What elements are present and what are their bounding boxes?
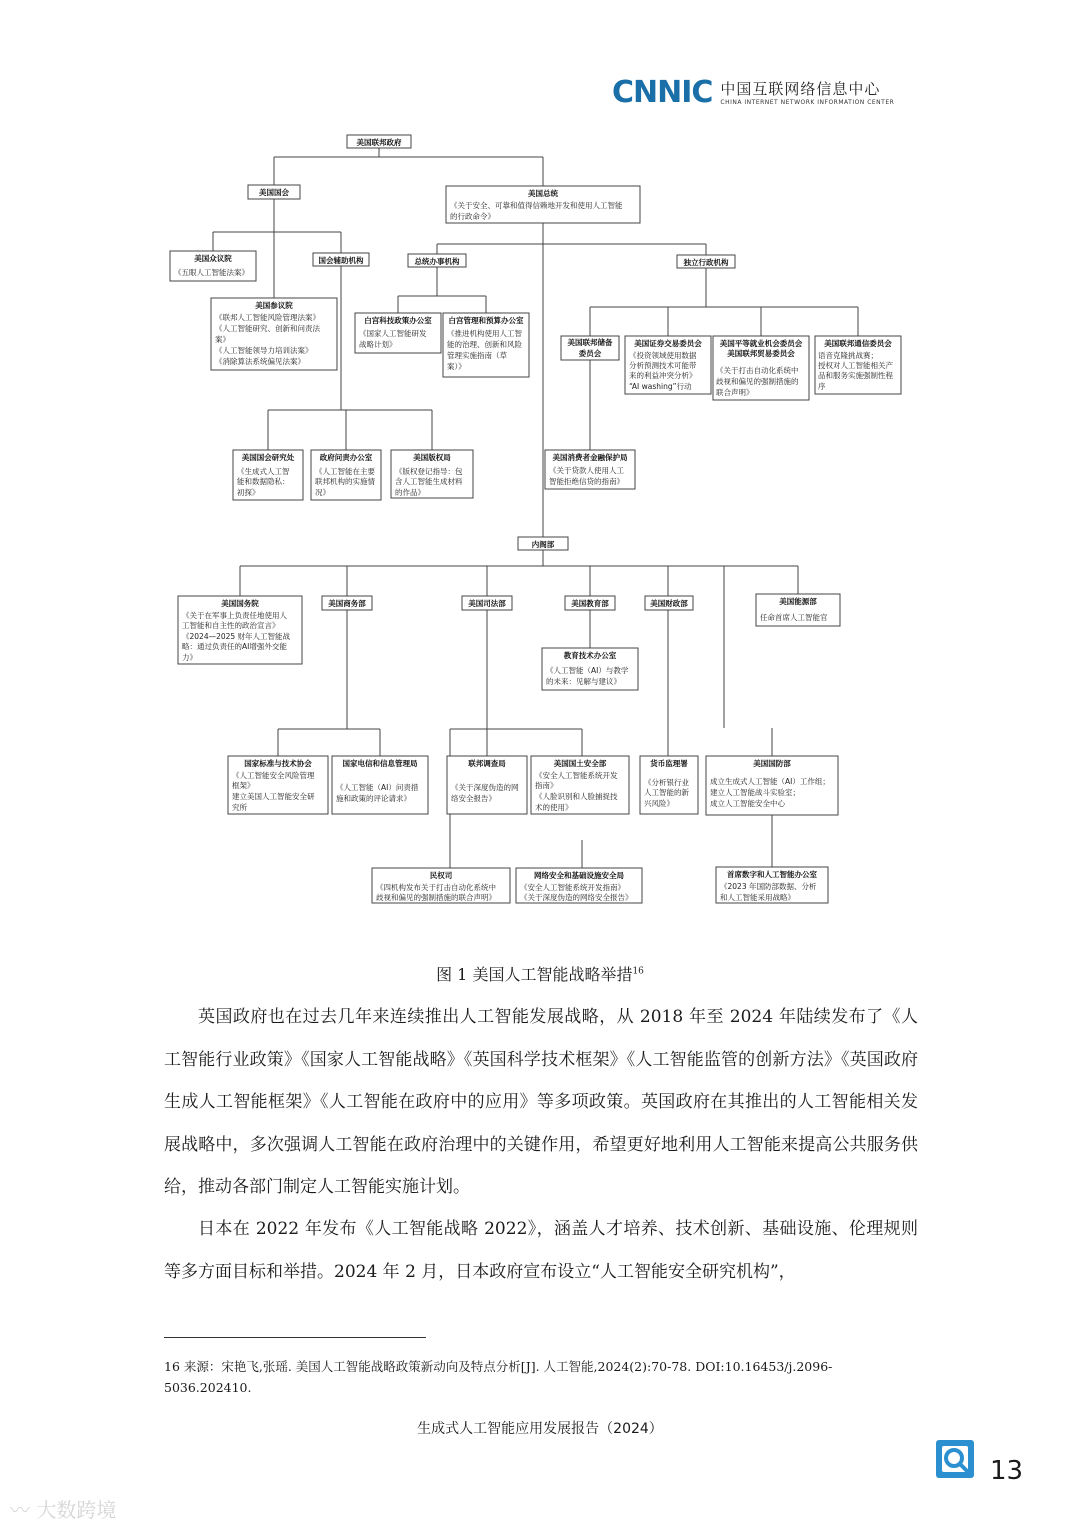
svg-text:《人工智能安全风险管理: 《人工智能安全风险管理 bbox=[232, 771, 315, 780]
svg-text:货币监理署: 货币监理署 bbox=[650, 759, 688, 768]
svg-text:《国家人工智能研发: 《国家人工智能研发 bbox=[359, 329, 427, 338]
cnnic-logo bbox=[612, 74, 894, 110]
svg-text:授权对人工智能相关产: 授权对人工智能相关产 bbox=[818, 361, 893, 370]
node-cisa bbox=[516, 868, 642, 903]
paragraph-japan: 日本在 2022 年发布《人工智能战略 2022》，涵盖人才培养、技术创新、基础设施、伦理规则等多方面目标和举措。2024 年 2 月，日本政府宣布设立“人工智能安全研究机构”， bbox=[164, 1219, 918, 1282]
node-gao bbox=[311, 450, 381, 500]
node-ostp bbox=[355, 313, 441, 353]
svg-text:的未来：见解与建议》: 的未来：见解与建议》 bbox=[546, 677, 621, 686]
svg-text:内阁部: 内阁部 bbox=[531, 540, 555, 549]
svg-text:的行政命令》: 的行政命令》 bbox=[450, 212, 495, 221]
svg-text:成立生成式人工智能（AI）工作组；: 成立生成式人工智能（AI）工作组； bbox=[710, 777, 830, 786]
svg-text:《分析银行业: 《分析银行业 bbox=[644, 778, 689, 787]
svg-text:工智能和自主性的政治宣言》: 工智能和自主性的政治宣言》 bbox=[182, 621, 280, 630]
node-nist bbox=[228, 756, 328, 814]
node-omb bbox=[443, 313, 529, 377]
svg-text:案》: 案》 bbox=[215, 335, 230, 344]
org-chart bbox=[0, 120, 1080, 910]
footnote: 16 来源：宋艳飞,张瑶. 美国人工智能战略政策新动向及特点分析[J]. 人工智能,2024(2):70-78. DOI:10.16453/j.2096-5036.202410. bbox=[164, 1359, 833, 1395]
svg-text:美国能源部: 美国能源部 bbox=[779, 597, 817, 606]
svg-text:美国总统: 美国总统 bbox=[528, 189, 558, 198]
svg-text:《关于在军事上负责任地使用人: 《关于在军事上负责任地使用人 bbox=[182, 611, 287, 620]
svg-text:美国国会研究处: 美国国会研究处 bbox=[241, 453, 295, 462]
svg-text:《人工智能领导力培训法案》: 《人工智能领导力培训法案》 bbox=[215, 346, 313, 355]
node-state bbox=[178, 596, 302, 664]
svg-text:框架》: 框架》 bbox=[232, 781, 255, 790]
svg-text:初探》: 初探》 bbox=[237, 488, 260, 497]
svg-text:联合声明》: 联合声明》 bbox=[716, 388, 754, 397]
svg-text:兴风险》: 兴风险》 bbox=[644, 799, 674, 808]
svg-text:美国国务院: 美国国务院 bbox=[221, 599, 259, 608]
svg-text:力》: 力》 bbox=[182, 653, 197, 662]
svg-text:《消除算法系统偏见法案》: 《消除算法系统偏见法案》 bbox=[215, 357, 305, 366]
node-fcc bbox=[815, 336, 901, 394]
svg-text:《人工智能在主要: 《人工智能在主要 bbox=[315, 467, 375, 476]
svg-text:《安全人工智能系统开发指南》: 《安全人工智能系统开发指南》 bbox=[520, 883, 625, 892]
svg-text:术的使用》: 术的使用》 bbox=[535, 803, 573, 812]
svg-text:《安全人工智能系统开发: 《安全人工智能系统开发 bbox=[535, 771, 618, 780]
node-fed-gov bbox=[347, 135, 411, 148]
svg-text:美国消费者金融保护局: 美国消费者金融保护局 bbox=[552, 453, 628, 462]
svg-text:究所: 究所 bbox=[232, 803, 247, 812]
node-house bbox=[170, 251, 256, 281]
svg-text:美国国土安全部: 美国国土安全部 bbox=[553, 759, 607, 768]
node-congress bbox=[248, 185, 300, 199]
footer-title: 生成式人工智能应用发展报告（2024） bbox=[417, 1421, 663, 1437]
svg-text:民权司: 民权司 bbox=[429, 871, 453, 880]
svg-text:美国联邦储备: 美国联邦储备 bbox=[567, 338, 613, 347]
svg-text:联邦调查局: 联邦调查局 bbox=[468, 759, 506, 768]
svg-text:管理实施指南（草: 管理实施指南（草 bbox=[447, 351, 507, 360]
svg-text:语音克隆挑战赛；: 语音克隆挑战赛； bbox=[818, 351, 878, 360]
node-eeoc-ftc bbox=[713, 336, 809, 400]
svg-text:国会辅助机构: 国会辅助机构 bbox=[318, 256, 364, 265]
svg-text:络安全报告》: 络安全报告》 bbox=[451, 794, 496, 803]
svg-text:分析预测技术可能带: 分析预测技术可能带 bbox=[629, 361, 697, 370]
svg-text:首席数字和人工智能办公室: 首席数字和人工智能办公室 bbox=[727, 870, 817, 879]
svg-text:能的治理、创新和风险: 能的治理、创新和风险 bbox=[447, 340, 522, 349]
node-treasury bbox=[645, 596, 693, 610]
svg-text:序: 序 bbox=[818, 382, 826, 391]
svg-text:歧视和偏见的强制措施的联合声明》: 歧视和偏见的强制措施的联合声明》 bbox=[376, 893, 496, 902]
svg-text:略：通过负责任的AI增强外交能: 略：通过负责任的AI增强外交能 bbox=[182, 642, 287, 651]
svg-text:《2024—2025 财年人工智能战: 《2024—2025 财年人工智能战 bbox=[182, 632, 291, 641]
node-civil-rights bbox=[372, 868, 510, 903]
node-cdao bbox=[716, 867, 828, 903]
svg-text:美国众议院: 美国众议院 bbox=[194, 254, 232, 263]
svg-text:况》: 况》 bbox=[315, 488, 330, 497]
node-copyright bbox=[391, 450, 473, 498]
svg-text:网络安全和基础设施安全局: 网络安全和基础设施安全局 bbox=[534, 871, 624, 880]
org-name-zh: 中国互联网络信息中心 bbox=[720, 80, 881, 98]
node-commerce bbox=[322, 596, 372, 610]
footnote-ref: 16 bbox=[632, 966, 644, 977]
svg-text:联邦机构的实施情: 联邦机构的实施情 bbox=[315, 477, 375, 486]
svg-text:品和服务实施强制性程: 品和服务实施强制性程 bbox=[818, 371, 893, 380]
node-edtech bbox=[542, 648, 638, 690]
svg-text:《关于打击自动化系统中: 《关于打击自动化系统中 bbox=[716, 366, 799, 375]
svg-text:成立人工智能安全中心: 成立人工智能安全中心 bbox=[710, 799, 785, 808]
svg-text:《关于贷款人使用人工: 《关于贷款人使用人工 bbox=[549, 466, 624, 475]
node-congress-aux bbox=[313, 253, 369, 266]
svg-text:《人工智能（AI）问责措: 《人工智能（AI）问责措 bbox=[336, 783, 419, 792]
node-justice bbox=[462, 596, 512, 610]
svg-text:《五眼人工智能法案》: 《五眼人工智能法案》 bbox=[174, 268, 249, 277]
svg-text:《人工智能研究、创新和问责法: 《人工智能研究、创新和问责法 bbox=[215, 324, 320, 333]
svg-text:战略计划》: 战略计划》 bbox=[359, 340, 397, 349]
svg-text:《关于安全、可靠和值得信赖地开发和使用人工智能: 《关于安全、可靠和值得信赖地开发和使用人工智能 bbox=[450, 201, 623, 210]
node-dhs bbox=[531, 756, 629, 814]
svg-text:《生成式人工智: 《生成式人工智 bbox=[237, 467, 290, 476]
svg-text:施和政策的评论请求》: 施和政策的评论请求》 bbox=[336, 794, 411, 803]
svg-text:美国证券交易委员会: 美国证券交易委员会 bbox=[634, 339, 702, 348]
svg-text:《版权登记指导：包: 《版权登记指导：包 bbox=[395, 467, 463, 476]
logo-text: CNNIC bbox=[612, 74, 713, 110]
svg-text:美国财政部: 美国财政部 bbox=[650, 599, 688, 608]
node-occ bbox=[640, 756, 698, 814]
svg-text:美国司法部: 美国司法部 bbox=[468, 599, 506, 608]
node-fbi bbox=[447, 756, 527, 814]
node-education bbox=[565, 596, 615, 610]
node-dod bbox=[706, 756, 838, 815]
svg-text:能和数据隐私：: 能和数据隐私： bbox=[237, 477, 290, 486]
svg-text:委员会: 委员会 bbox=[578, 349, 602, 358]
svg-text:《2023 年国防部数据、分析: 《2023 年国防部数据、分析 bbox=[720, 882, 817, 891]
node-ntia bbox=[332, 756, 428, 814]
node-independent bbox=[677, 255, 735, 268]
node-cfpb bbox=[545, 450, 635, 489]
svg-text:指南》: 指南》 bbox=[535, 781, 558, 790]
svg-text:《投资领域使用数据: 《投资领域使用数据 bbox=[629, 351, 697, 360]
svg-text:教育技术办公室: 教育技术办公室 bbox=[563, 651, 617, 660]
svg-text:“AI washing”行动: “AI washing”行动 bbox=[629, 382, 692, 391]
node-fed-reserve bbox=[561, 336, 619, 360]
svg-text:来的利益冲突分析》: 来的利益冲突分析》 bbox=[629, 371, 697, 380]
svg-text:美国联邦通信委员会: 美国联邦通信委员会 bbox=[824, 339, 892, 348]
svg-text:国家电信和信息管理局: 国家电信和信息管理局 bbox=[342, 759, 418, 768]
svg-text:美国联邦政府: 美国联邦政府 bbox=[356, 138, 402, 147]
figure-caption: 图 1 美国人工智能战略举措$^{16}$ bbox=[436, 965, 644, 984]
org-name-en: CHINA INTERNET NETWORK INFORMATION CENTER bbox=[720, 99, 895, 106]
svg-text:《人工智能（AI）与教学: 《人工智能（AI）与教学 bbox=[546, 666, 629, 675]
svg-text:《推进机构使用人工智: 《推进机构使用人工智 bbox=[447, 329, 522, 338]
node-senate bbox=[211, 298, 337, 370]
svg-text:任命首席人工智能官: 任命首席人工智能官 bbox=[760, 613, 828, 622]
svg-text:智能拒绝信贷的指南》: 智能拒绝信贷的指南》 bbox=[549, 477, 624, 486]
node-crs bbox=[233, 450, 303, 500]
node-president bbox=[446, 186, 640, 223]
svg-text:《人脸识别和人脸捕捉技: 《人脸识别和人脸捕捉技 bbox=[535, 792, 618, 801]
svg-text:美国版权局: 美国版权局 bbox=[413, 453, 451, 462]
svg-text:的作品》: 的作品》 bbox=[395, 488, 425, 497]
svg-text:含人工智能生成材料: 含人工智能生成材料 bbox=[395, 477, 463, 486]
svg-text:《关于深度伪造的网: 《关于深度伪造的网 bbox=[451, 783, 519, 792]
svg-text:总统办事机构: 总统办事机构 bbox=[414, 257, 460, 266]
svg-text:案）》: 案）》 bbox=[447, 362, 466, 371]
footnote-divider bbox=[164, 1337, 426, 1338]
svg-text:独立行政机构: 独立行政机构 bbox=[683, 258, 729, 267]
svg-text:白宫管理和预算办公室: 白宫管理和预算办公室 bbox=[448, 316, 524, 325]
page-number: 13 bbox=[990, 1456, 1024, 1486]
svg-text:美国国会: 美国国会 bbox=[259, 188, 289, 197]
svg-text:建立美国人工智能安全研: 建立美国人工智能安全研 bbox=[232, 792, 315, 801]
svg-text:歧视和偏见的强制措施的: 歧视和偏见的强制措施的 bbox=[716, 377, 799, 386]
paragraph-uk: 英国政府也在过去几年来连续推出人工智能发展战略，从 2018 年至 2024 年陆续发布了《人工智能行业政策》《国家人工智能战略》《英国科学技术框架》《人工智能监管的创新方法》《英国政府生成人工智能框架》《人工智能在政府中的应用》等多项政策。英国政府在其推出的人工智能相关发展战略中，多次强调人工智能在政府治理中的关键作用，希望更好地利用人工智能来提高公共服务供给，推动各部门制定人工智能实施计划。 bbox=[164, 1007, 918, 1198]
node-exec-office bbox=[408, 254, 466, 267]
svg-text:国家标准与技术协会: 国家标准与技术协会 bbox=[244, 759, 312, 768]
svg-text:白宫科技政策办公室: 白宫科技政策办公室 bbox=[364, 316, 432, 325]
svg-text:《关于深度伪造的网络安全报告》: 《关于深度伪造的网络安全报告》 bbox=[520, 893, 633, 902]
search-doc-icon bbox=[934, 1438, 976, 1480]
svg-text:美国国防部: 美国国防部 bbox=[753, 759, 791, 768]
node-cabinet bbox=[518, 537, 568, 550]
svg-text:美国联邦贸易委员会: 美国联邦贸易委员会 bbox=[727, 349, 795, 358]
svg-text:政府问责办公室: 政府问责办公室 bbox=[319, 453, 373, 462]
node-energy bbox=[756, 594, 840, 626]
svg-text:美国参议院: 美国参议院 bbox=[255, 301, 293, 310]
svg-text:美国平等就业机会委员会: 美国平等就业机会委员会 bbox=[719, 339, 803, 348]
svg-text:《联邦人工智能风险管理法案》: 《联邦人工智能风险管理法案》 bbox=[215, 313, 320, 322]
svg-text:建立人工智能战斗实验室；: 建立人工智能战斗实验室； bbox=[710, 788, 800, 797]
svg-text:人工智能的新: 人工智能的新 bbox=[644, 788, 689, 797]
svg-text:美国商务部: 美国商务部 bbox=[328, 599, 366, 608]
svg-text:《四机构发布关于打击自动化系统中: 《四机构发布关于打击自动化系统中 bbox=[376, 883, 496, 892]
svg-text:和人工智能采用战略》: 和人工智能采用战略》 bbox=[720, 893, 795, 902]
svg-text:美国教育部: 美国教育部 bbox=[571, 599, 609, 608]
node-sec bbox=[625, 336, 711, 394]
watermark: 〰 大数跨境 bbox=[10, 1498, 117, 1522]
